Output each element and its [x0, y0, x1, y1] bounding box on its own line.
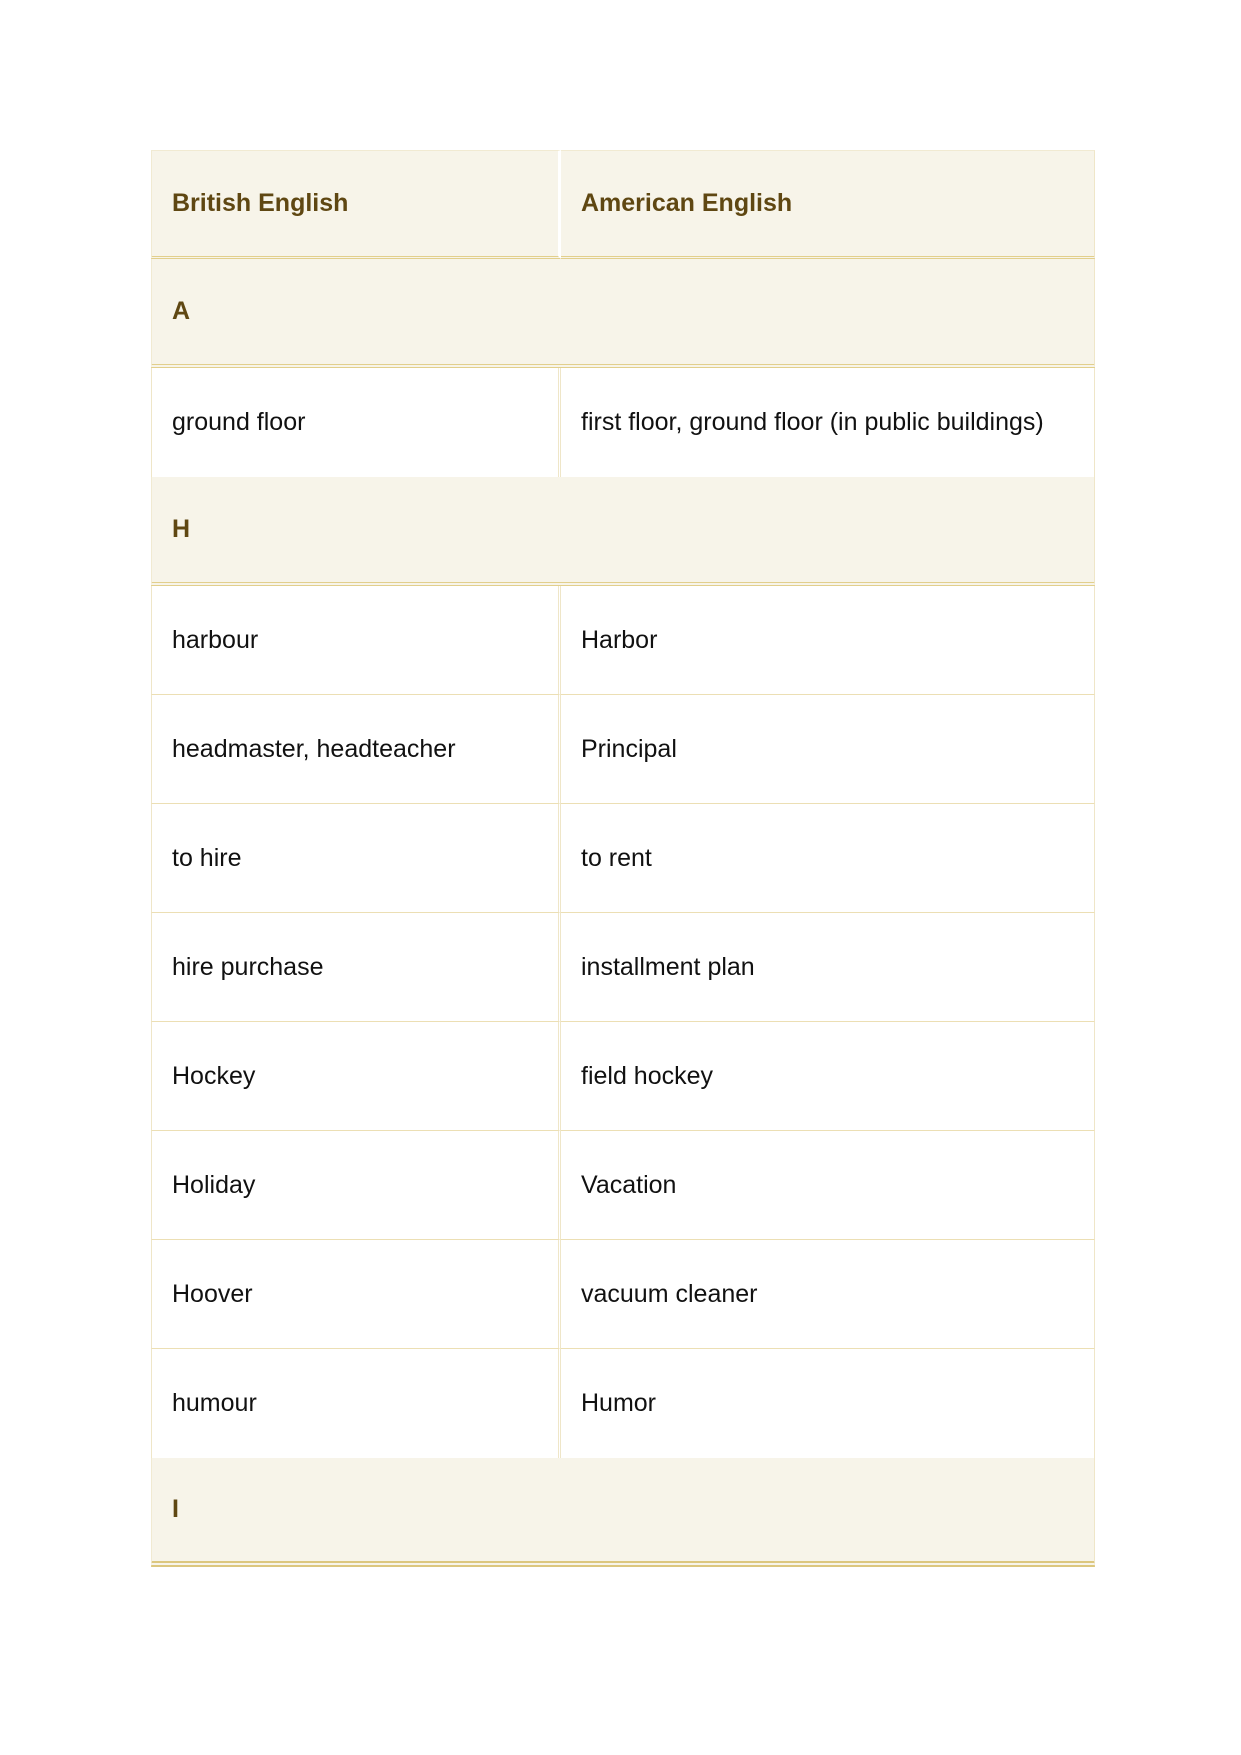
british-term: hire purchase: [151, 913, 561, 1022]
british-term: humour: [151, 1349, 561, 1458]
table-row: [151, 1349, 1095, 1458]
table-row: [151, 1240, 1095, 1349]
table-row: [151, 913, 1095, 1022]
section-letter: I: [151, 1458, 1095, 1567]
british-term: headmaster, headteacher: [151, 695, 561, 804]
american-term: Humor: [561, 1349, 1095, 1458]
table-row: [151, 368, 1095, 477]
british-term: Holiday: [151, 1131, 561, 1240]
section-row-i: [151, 1458, 1095, 1567]
section-row-h: [151, 477, 1095, 586]
american-term: first floor, ground floor (in public buildings): [561, 368, 1095, 477]
section-letter: A: [151, 259, 1095, 368]
british-term: Hockey: [151, 1022, 561, 1131]
british-term: to hire: [151, 804, 561, 913]
table-row: [151, 1022, 1095, 1131]
british-american-vocabulary-table: [151, 150, 1095, 1567]
american-term: Principal: [561, 695, 1095, 804]
header-american-english: American English: [561, 150, 1095, 259]
british-term: harbour: [151, 586, 561, 695]
table-row: [151, 1131, 1095, 1240]
american-term: field hockey: [561, 1022, 1095, 1131]
table-row: [151, 586, 1095, 695]
section-letter: H: [151, 477, 1095, 586]
section-row-a: [151, 259, 1095, 368]
american-term: installment plan: [561, 913, 1095, 1022]
table-row: [151, 804, 1095, 913]
table-row: [151, 695, 1095, 804]
american-term: Vacation: [561, 1131, 1095, 1240]
american-term: to rent: [561, 804, 1095, 913]
table-header-row: [151, 150, 1095, 259]
american-term: Harbor: [561, 586, 1095, 695]
american-term: vacuum cleaner: [561, 1240, 1095, 1349]
header-british-english: British English: [151, 150, 561, 259]
british-term: Hoover: [151, 1240, 561, 1349]
british-term: ground floor: [151, 368, 561, 477]
